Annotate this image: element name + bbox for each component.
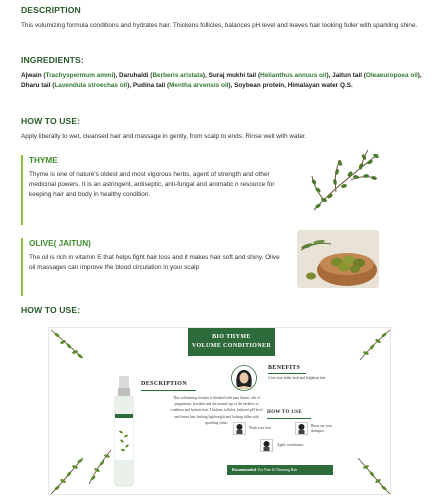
banner-title-tag xyxy=(188,328,275,356)
ingredient-name: Dharu tail xyxy=(21,82,51,89)
banner-benefits-title: BENEFITS xyxy=(268,365,301,371)
how-to-use-heading: HOW TO USE: xyxy=(21,116,81,126)
apply-conditioner-icon xyxy=(260,439,273,452)
benefits-rule xyxy=(268,373,306,374)
ingredient-name: Daruhaldi xyxy=(119,72,149,79)
ingredient-latin: Berberis aristata xyxy=(152,72,203,79)
banner-description-text: This volumizing formula is blended with pure thyme, oils of peppermint, lavender and the natural sap of the berberis to condition and hydrate hair. Thickens follicles, balances pH level and leaves hair looking lightweight and looking fuller with sparkling shine. xyxy=(170,396,263,425)
ingredient-name: Pudina tail xyxy=(132,82,166,89)
banner-howto-title: HOW TO USE xyxy=(267,410,302,415)
ingredient-tail: Soybean protein, Himalayan water Q.S. xyxy=(234,82,353,89)
ingredients-heading: INGREDIENTS: xyxy=(21,55,84,65)
banner-title-line1: BIO THYME xyxy=(212,334,251,340)
ingredient-latin: Helianthus annuus oil xyxy=(260,72,327,79)
thyme-text: Thyme is one of nature's oldest and most vigorous herbs, agent of strength and other medicinal powers. It is an astringent, antiseptic, anti-fungal and aromatic n resource for keeping hair and body in healthy condition. xyxy=(29,171,275,198)
recommended-text: : For Fine & Thinning Hair xyxy=(256,468,298,472)
leaf-decoration-icon xyxy=(352,452,392,496)
ingredient-name: Suraj mukhi tail xyxy=(208,72,257,79)
howto-rule xyxy=(267,418,311,419)
ingredient-latin: Trachyspermum ammi xyxy=(45,72,114,79)
olive-text: The oil is rich in vitamin E that helps fight hair loss and it makes hair soft and shiny. Olive oil massages can improve the blood circulation in your scalp xyxy=(29,254,280,271)
thyme-title: THYME xyxy=(29,156,58,165)
leaf-decoration-icon xyxy=(354,328,392,364)
step-wash: Wash your hair. xyxy=(249,426,272,430)
description-heading: DESCRIPTION xyxy=(21,5,81,15)
step-apply: Apply conditioner. xyxy=(277,443,304,447)
thyme-sprig-image xyxy=(306,146,384,218)
ingredients-list: Ajwain (Trachyspermum ammi), Daruhaldi (Berberis aristata), Suraj mukhi tail (Helianthus annuus oil), Jaitun tail (Oleaeuropoea oil), Dharu tail (Lavendula stroechas oil), Pudina tail (Mentha arvensis oil), Soybean protein, Himalayan water Q.S. xyxy=(21,72,422,89)
ingredient-latin: Mentha arvensis oil xyxy=(169,82,229,89)
olive-section xyxy=(21,238,283,296)
rinse-icon xyxy=(295,422,308,435)
thyme-section xyxy=(21,155,283,225)
ingredient-name: Ajwain xyxy=(21,72,42,79)
olive-bowl-image xyxy=(297,230,379,288)
recommended-label: Recommended xyxy=(232,468,257,472)
step-rinse: Rinse out your shampoo. xyxy=(311,424,333,433)
ingredient-name: Jaitun tail xyxy=(332,72,363,79)
how-to-use-text: Apply liberally to wet, cleansed hair and massage in gently, from scalp to ends. Rinse well with water. xyxy=(21,133,307,140)
product-banner xyxy=(48,327,391,495)
ingredient-latin: Lavendula stroechas oil xyxy=(54,82,128,89)
banner-description-title: DESCRIPTION xyxy=(141,381,188,387)
wash-hair-icon xyxy=(233,422,246,435)
thyme-sprig-icon xyxy=(85,446,115,486)
leaf-decoration-icon xyxy=(49,450,89,496)
banner-benefits-text: Gives hair fuller look and brightens hair xyxy=(268,376,326,380)
ingredient-latin: Oleaeuropoea oil xyxy=(365,72,418,79)
olive-title: OLIVE( JAITUN) xyxy=(29,239,91,248)
description-text: This volumizing formula conditions and hydrates hair. Thickens follicles, balances pH level and leaves hair looking fuller with sparkling shine. xyxy=(21,22,418,29)
banner-title-line2: VOLUME CONDITIONER xyxy=(191,342,272,349)
banner-description-rule xyxy=(141,390,196,391)
recommended-bar xyxy=(227,465,333,475)
avatar-icon xyxy=(231,365,257,391)
how-to-use-heading-2: HOW TO USE: xyxy=(21,305,81,315)
leaf-decoration-icon xyxy=(49,328,89,368)
